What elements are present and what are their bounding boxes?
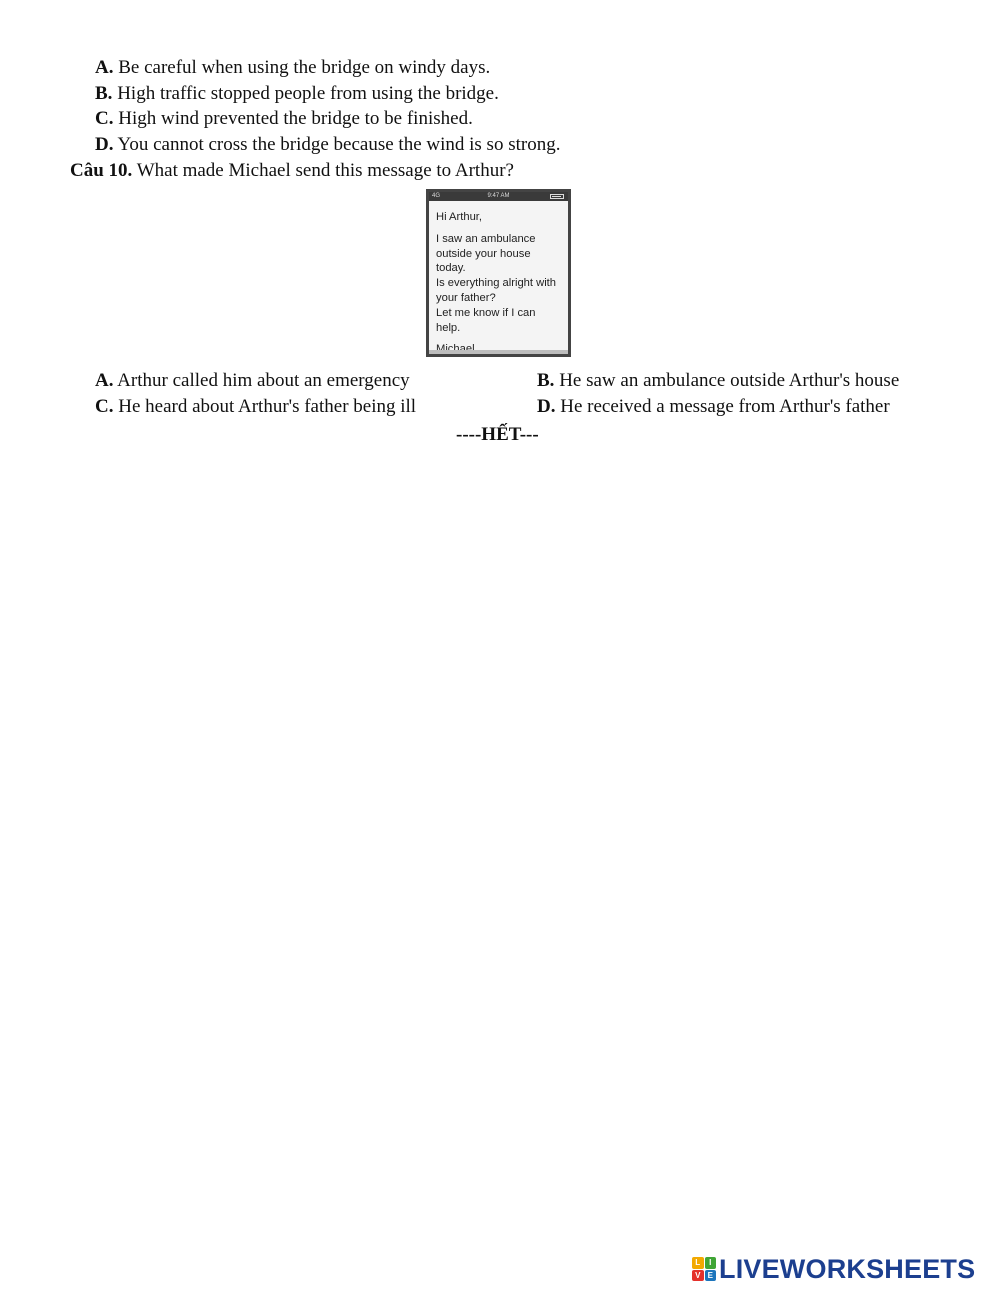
battery-icon	[550, 194, 564, 199]
logo-badge-letter: E	[705, 1270, 717, 1282]
logo-badge-letter: V	[692, 1270, 704, 1282]
option-text: He saw an ambulance outside Arthur's house	[554, 370, 900, 391]
option-text: High traffic stopped people from using the bridge.	[112, 83, 499, 104]
q10-option-d	[537, 396, 890, 418]
question-text: What made Michael send this message to Arthur?	[132, 160, 514, 181]
phone-message-image	[426, 189, 571, 357]
option-text: He heard about Arthur's father being ill	[113, 396, 417, 417]
logo-badge-letter: I	[705, 1257, 717, 1269]
q10-option-c	[95, 396, 416, 418]
q9-option-a	[95, 57, 490, 79]
message-line: your father?	[436, 291, 496, 304]
option-text: You cannot cross the bridge because the wind is so strong.	[113, 134, 561, 155]
logo-text: LIVEWORKSHEETS	[719, 1253, 976, 1284]
message-line: I saw an ambulance	[436, 232, 536, 245]
logo-badge-letter: L	[692, 1257, 704, 1269]
option-letter: C.	[95, 108, 114, 129]
message-line: outside your house	[436, 247, 531, 260]
liveworksheets-logo	[692, 1255, 975, 1283]
q10-option-a	[95, 370, 410, 392]
phone-status-bar	[429, 192, 568, 201]
option-letter: B.	[95, 83, 113, 104]
option-text: Be careful when using the bridge on windy days.	[113, 57, 491, 78]
option-letter: D.	[537, 396, 556, 417]
signal-icon: 4G	[432, 193, 441, 199]
option-text: He received a message from Arthur's father	[555, 396, 890, 417]
option-letter: B.	[537, 370, 555, 391]
message-line: today.	[436, 262, 466, 275]
logo-badge-icon	[692, 1257, 716, 1281]
q9-option-c	[95, 108, 473, 130]
option-letter: D.	[95, 134, 114, 155]
option-letter: A.	[95, 57, 114, 78]
option-text: Arthur called him about an emergency	[113, 370, 410, 391]
end-mark: ----HẾT---	[456, 424, 539, 445]
option-text: High wind prevented the bridge to be finished.	[113, 108, 473, 129]
question-10	[70, 160, 514, 182]
message-line: Let me know if I can help.	[436, 306, 536, 334]
q9-option-d	[95, 134, 560, 156]
question-label: Câu 10.	[70, 160, 133, 181]
phone-bottom-bar	[429, 350, 568, 354]
phone-time: 9:47 AM	[487, 193, 510, 199]
q9-option-b	[95, 83, 499, 105]
message-greeting: Hi Arthur,	[436, 211, 483, 223]
option-letter: C.	[95, 396, 114, 417]
option-letter: A.	[95, 370, 114, 391]
q10-option-b	[537, 370, 899, 392]
message-body	[429, 201, 568, 357]
message-line: Is everything alright with	[436, 277, 557, 290]
